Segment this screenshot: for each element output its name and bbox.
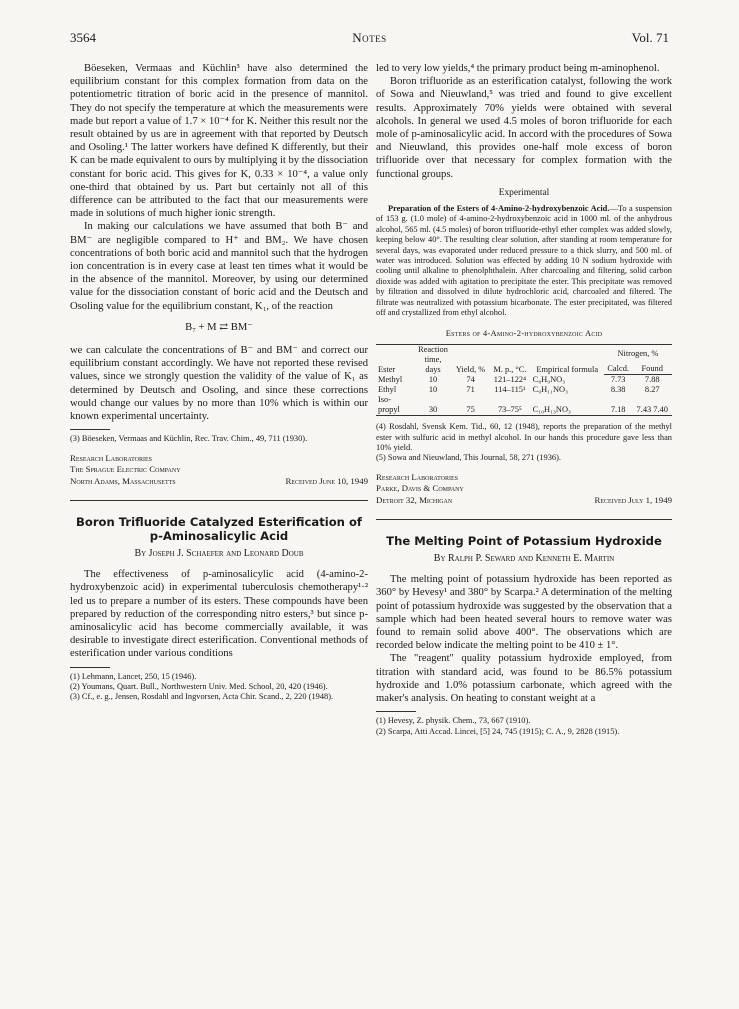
footnote: (4) Rosdahl, Svensk Kem. Tid., 60, 12 (1948), reports the preparation of the methyl ester with sulfuric acid in methyl alcohol. In our hands this procedure gave less than 10% yield. bbox=[376, 422, 672, 453]
affiliation-received bbox=[70, 475, 368, 488]
received-date: Received June 10, 1949 bbox=[285, 475, 368, 486]
table-header: Reaction time, days bbox=[418, 344, 448, 374]
footnote: (3) Böeseken, Vermaas and Küchlin, Rec. Trav. Chim., 49, 711 (1930). bbox=[70, 434, 308, 444]
affiliation-line: Research Laboratories bbox=[376, 471, 459, 482]
volume-label: Vol. 71 bbox=[631, 30, 669, 45]
table-cell: C₁₀H₁₃NO₃ bbox=[532, 405, 571, 415]
left-column bbox=[70, 62, 368, 703]
received-date: Received July 1, 1949 bbox=[594, 494, 672, 505]
footnote: (2) Scarpa, Atti Accad. Lincei, [5] 24, 745 (1915); C. A., 9, 2828 (1915). bbox=[376, 726, 620, 736]
footnote-rule bbox=[376, 711, 416, 712]
paragraph: led to very low yields,⁴ the primary product being m-aminophenol. bbox=[376, 63, 660, 74]
footnote-rule bbox=[70, 429, 110, 430]
procedure-title: Preparation of the Esters of 4-Amino-2-hydroxybenzoic Acid. bbox=[388, 204, 610, 214]
table-cell: Ethyl bbox=[378, 385, 397, 395]
footnote: (1) Lehmann, Lancet, 250, 15 (1946). bbox=[70, 671, 197, 681]
article-title: Boron Trifluoride Catalyzed Esterification of p-Aminosalicylic Acid bbox=[76, 514, 362, 543]
esters-table bbox=[376, 344, 672, 417]
table-header: Ester bbox=[378, 364, 396, 374]
table-cell: 8.27 bbox=[644, 385, 660, 395]
paragraph: Böeseken, Vermaas and Küchlin³ have also determined the equilibrium constant for this complex formation from data on the potentiometric titration of boric acid in the presence of mannitol. They do not specify the temperature at which the measurements were made but report a value of 1.7 × 10⁻⁴ for K. Neither this result nor the result obtained by us are in agreement with that reported by Deutsch and Osoling.¹ The latter workers have defined K differently, but their K can be made equivalent to ours by multiplying it by the dissociation constant for boric acid. This gives for K, 0.33 × 10⁻⁴, a value only one-third that obtained by us. Part but certainly not all of this difference can be attributed to the fact that our measurements were made in solutions of much higher ionic strength. bbox=[70, 63, 368, 220]
article-title: The Melting Point of Potassium Hydroxide bbox=[386, 534, 662, 549]
table-cell: C₉H₁₁NO₃ bbox=[532, 385, 569, 395]
section-title: Notes bbox=[352, 30, 387, 45]
table-group-header: Nitrogen, % bbox=[617, 349, 659, 359]
table-cell: 10 bbox=[428, 385, 438, 395]
table-cell: 10 bbox=[428, 375, 438, 385]
procedure-paragraph bbox=[376, 204, 672, 318]
divider bbox=[376, 519, 672, 520]
table-header: M. p., °C. bbox=[493, 364, 527, 374]
affiliation-received bbox=[376, 494, 672, 507]
paragraph: Boron trifluoride as an esterification catalyst, following the work of Sowa and Nieuwland,⁵ was tried and found to give excellent results. Approximately 70% yields were obtained with several alcohols. In general we used 4.5 moles of boron trifluoride for each mole of p-aminosalicylic acid. In accord with the procedures of Sowa and Nieuwland, this provides one-half mole excess of boron trifluoride over that necessary for complex formation with the functional groups. bbox=[376, 76, 672, 180]
affiliation-line: North Adams, Massachusetts bbox=[70, 475, 176, 486]
table-row bbox=[376, 385, 672, 395]
affiliation-line: Parke, Davis & Company bbox=[376, 482, 464, 493]
table-cell: 8.38 bbox=[610, 385, 626, 395]
divider bbox=[70, 500, 368, 501]
page-number: 3564 bbox=[70, 30, 96, 45]
paragraph: The "reagent" quality potassium hydroxide employed, from titration with standard acid, was found to be 86.5% potassium hydroxide and 1.0% potassium carbonate, which agreed with the maker's analysis. On heating to constant weight at a bbox=[376, 653, 672, 705]
table-cell: C₈H₉NO₃ bbox=[532, 375, 566, 385]
table-cell: 73–75⁵ bbox=[497, 405, 522, 415]
table-cell: 74 bbox=[466, 375, 475, 385]
table-row bbox=[376, 375, 672, 386]
table-cell: 71 bbox=[466, 385, 475, 395]
table-header: Found bbox=[632, 359, 672, 374]
table-caption: Esters of 4-Amino-2-hydroxybenzoic Acid bbox=[445, 327, 603, 338]
procedure-text: —To a suspension of 153 g. (1.0 mole) of 4-amino-2-hydroxybenzoic acid in 1000 ml. of the anhydrous alcohol, 565 ml. (4.5 moles) of boron trifluoride-ethyl ether complex was added slowly, keeping below 40°. The resulting clear solution, after standing at room temperature for several days, was evaporated under reduced pressure to a thick slurry, and 500 ml. of water was introduced. Solution was effected by adding 10 N sodium hydroxide with cooling until alkaline to phenolphthalein. After charcoaling and filtering, solid carbon dioxide was added with agitation to precipitate the ester. This precipitate was removed by filtration and dissolved in dilute hydrochloric acid, charcoaled and filtered. The filtrate was neutralized with potassium bicarbonate. The ester precipitated, was filtered off and crystallized from ethyl alcohol. bbox=[376, 204, 672, 318]
paragraph: In making our calculations we have assumed that both B⁻ and BM⁻ are negligible compared to H⁺ and BM₂. We have chosen concentrations of both boric acid and mannitol such that the hydrogen ion concentration is in every case at least ten times what it would be in the absence of the mannitol. Moreover, by using our determined value for the dissociation constant of boric acid and the Deutsch and Osoling value for the equilibrium constant, K₁, of the reaction bbox=[70, 221, 368, 312]
table-cell: 30 bbox=[428, 405, 438, 415]
footnote: (5) Sowa and Nieuwland, This Journal, 58, 271 (1936). bbox=[376, 453, 561, 463]
table-header: Yield, % bbox=[455, 364, 486, 374]
reaction-equation: B₇ + M ⇄ BM⁻ bbox=[185, 321, 253, 333]
table-cell: Methyl bbox=[378, 375, 403, 385]
table-cell: 114–115¹ bbox=[494, 385, 526, 395]
table-cell: 121–122⁴ bbox=[493, 375, 526, 385]
table-row bbox=[376, 395, 672, 416]
table-cell: 7.18 bbox=[610, 405, 626, 415]
table-cell: Iso-propyl bbox=[378, 395, 400, 415]
table-cell: 7.88 bbox=[644, 375, 660, 385]
footnote: (3) Cf., e. g., Jensen, Rosdahl and Ingvorsen, Acta Chir. Scand., 2, 220 (1948). bbox=[70, 692, 334, 702]
paragraph: The effectiveness of p-aminosalicylic acid (4-amino-2-hydroxybenzoic acid) in experimental tuberculosis chemotherapy¹·² led us to prepare a number of its esters. These compounds have been prepared by reduction of the corresponding nitro esters,³ but since p-aminosalicylic acid has become commercially available, it was desirable to investigate direct esterification. Conventional methods of esterification under various conditions bbox=[70, 569, 368, 660]
footnote: (2) Youmans, Quart. Bull., Northwestern Univ. Med. School, 20, 420 (1946). bbox=[70, 681, 328, 691]
byline: By Joseph J. Schaefer and Leonard Doub bbox=[134, 547, 304, 559]
table-header: Empirical formula bbox=[536, 364, 599, 374]
affiliation-line: The Sprague Electric Company bbox=[70, 463, 181, 474]
section-heading: Experimental bbox=[498, 187, 550, 198]
paragraph: we can calculate the concentrations of B⁻ and BM⁻ and correct our equilibrium constant accordingly. We have not reported these revised values, since we strongly question the validity of the value of K₁ as determined by Deutsch and Osoling, and since these corrections would change our values by no more than 10% which is within our known experimental uncertainty. bbox=[70, 345, 368, 423]
table-cell: 7.43 7.40 bbox=[636, 405, 668, 415]
running-header bbox=[70, 30, 669, 48]
table-cell: 75 bbox=[466, 405, 475, 415]
table-cell: 7.73 bbox=[610, 375, 626, 385]
right-column bbox=[376, 62, 672, 737]
affiliation-line: Detroit 32, Michigan bbox=[376, 494, 453, 505]
table-header: Calcd. bbox=[604, 359, 633, 374]
paragraph: The melting point of potassium hydroxide has been reported as 360° by Hevesy¹ and 380° by Scarpa.² A determination of the melting point of potassium hydroxide was suggested by the observation that a sample which had been heated several hours to remove water was found to remain solid above 400°. The observations which are recorded below indicate the melting point to be 410 ± 1°. bbox=[376, 574, 672, 652]
footnote: (1) Hevesy, Z. physik. Chem., 73, 667 (1910). bbox=[376, 716, 531, 726]
footnote-rule bbox=[70, 667, 110, 668]
byline: By Ralph P. Seward and Kenneth E. Martin bbox=[433, 553, 615, 565]
affiliation-line: Research Laboratories bbox=[70, 452, 153, 463]
